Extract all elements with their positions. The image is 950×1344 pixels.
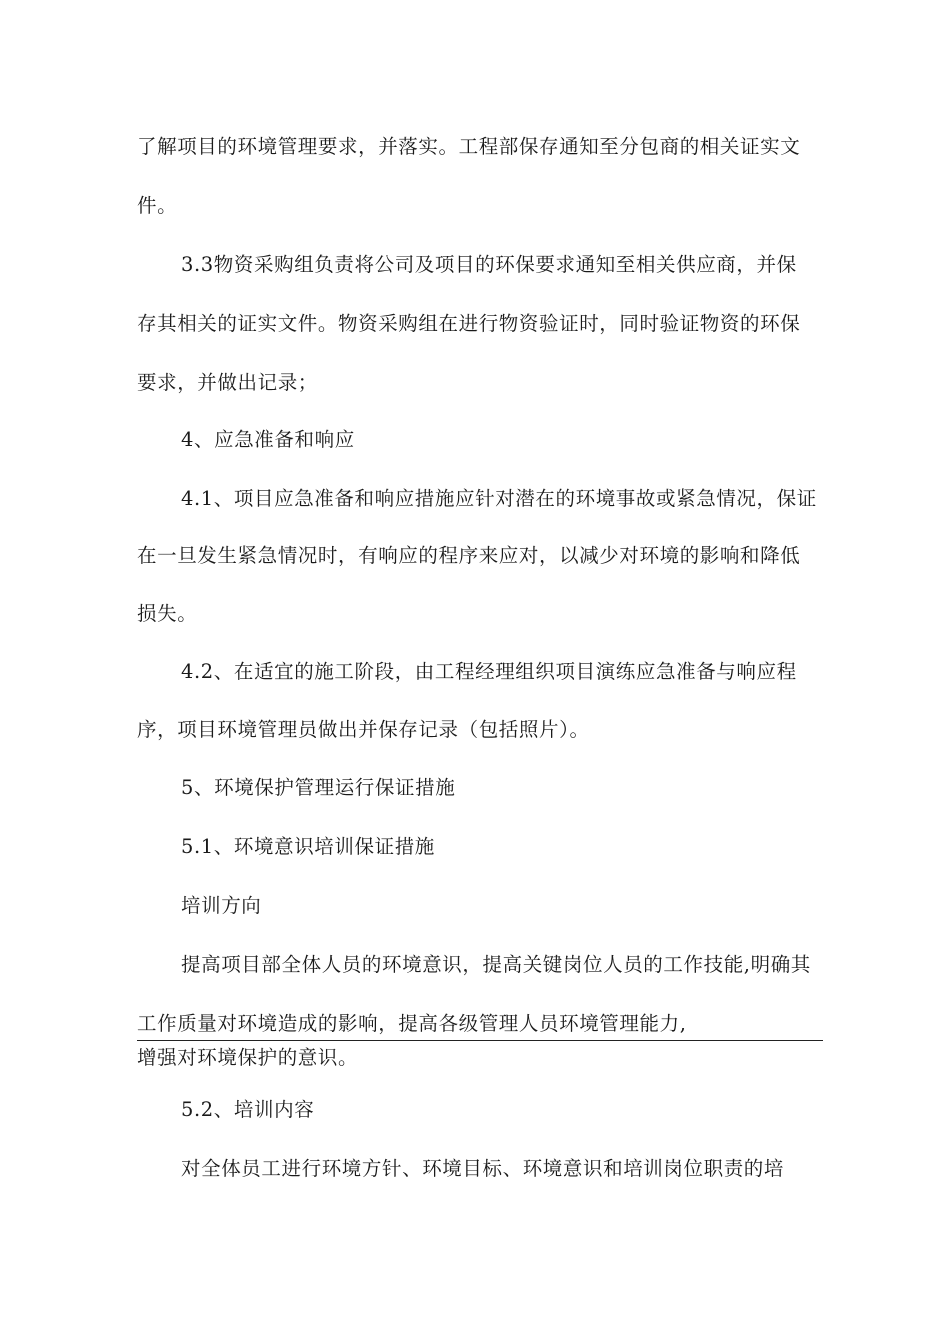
paragraph-line: 4.1、项目应急准备和响应措施应针对潜在的环境事故或紧急情况，保证 bbox=[181, 487, 817, 510]
paragraph-line: 序，项目环境管理员做出并保存记录（包括照片）。 bbox=[137, 718, 590, 741]
paragraph-line: 3.3物资采购组负责将公司及项目的环保要求通知至相关供应商，并保 bbox=[181, 253, 797, 276]
paragraph-line: 存其相关的证实文件。物资采购组在进行物资验证时，同时验证物资的环保 bbox=[137, 312, 801, 335]
section-heading: 4、应急准备和响应 bbox=[181, 428, 355, 451]
paragraph-line: 提高项目部全体人员的环境意识，提高关键岗位人员的工作技能,明确其 bbox=[181, 953, 811, 976]
section-heading: 5、环境保护管理运行保证措施 bbox=[181, 776, 456, 799]
paragraph-line: 增强对环境保护的意识。 bbox=[137, 1046, 359, 1069]
subsection-heading: 5.2、培训内容 bbox=[181, 1098, 315, 1121]
paragraph-line: 了解项目的环境管理要求，并落实。工程部保存通知至分包商的相关证实文 bbox=[137, 135, 801, 158]
paragraph-line: 要求，并做出记录； bbox=[137, 371, 318, 394]
paragraph-line: 件。 bbox=[137, 194, 178, 217]
horizontal-rule bbox=[137, 1040, 823, 1041]
subsection-heading: 培训方向 bbox=[181, 894, 262, 917]
paragraph-line: 工作质量对环境造成的影响，提高各级管理人员环境管理能力, bbox=[137, 1012, 687, 1035]
paragraph-line: 对全体员工进行环境方针、环境目标、环境意识和培训岗位职责的培 bbox=[181, 1157, 785, 1180]
paragraph-line: 4.2、在适宜的施工阶段，由工程经理组织项目演练应急准备与响应程 bbox=[181, 660, 797, 683]
paragraph-line: 损失。 bbox=[137, 602, 198, 625]
subsection-heading: 5.1、环境意识培训保证措施 bbox=[181, 835, 435, 858]
paragraph-line: 在一旦发生紧急情况时，有响应的程序来应对，以减少对环境的影响和降低 bbox=[137, 544, 801, 567]
